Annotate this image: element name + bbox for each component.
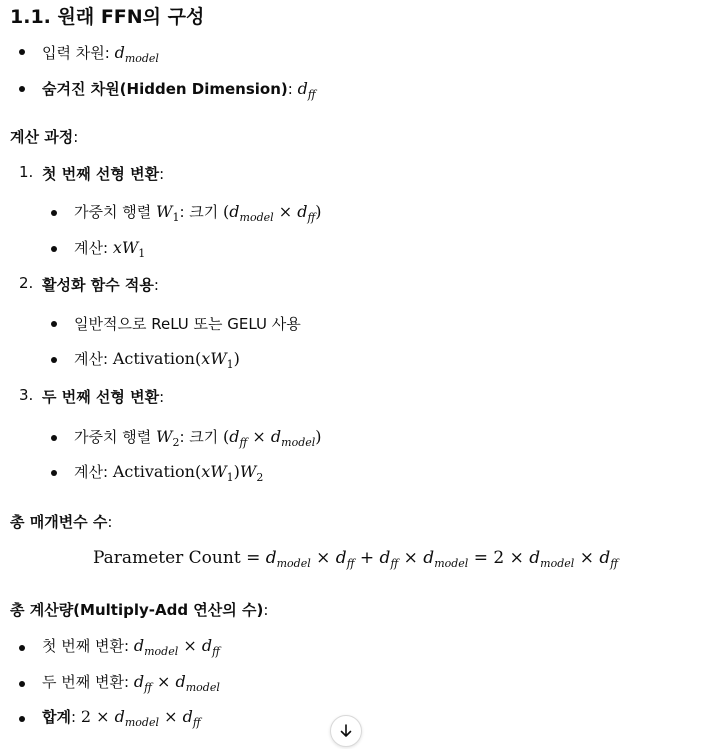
ops-item-total: 합계: $2 \times d_{model} \times d_{ff}$: [42, 707, 201, 729]
bullet-dot: [51, 470, 57, 476]
step-title-3: 두 번째 선형 변환:: [42, 388, 165, 406]
ops-item-first: 첫 번째 변환: $d_{model} \times d_{ff}$: [42, 636, 220, 658]
step-number: 3.: [19, 386, 34, 404]
step1-calc: 계산: $xW_1$: [74, 238, 146, 260]
math-d-ff: $d_{ff}$: [297, 79, 316, 101]
ops-item-second: 두 번째 변환: $d_{ff} \times d_{model}$: [42, 672, 220, 694]
math-d-model: $d_{model}$: [114, 43, 159, 65]
bullet-dot: [19, 681, 25, 687]
bullet-dot: [19, 645, 25, 651]
step2-note: 일반적으로 ReLU 또는 GELU 사용: [74, 315, 301, 333]
math-W1: $W_1$: [156, 202, 180, 224]
step-number: 1.: [19, 163, 34, 181]
dim-item-input: 입력 차원: $d_{model}$: [42, 43, 159, 65]
step-number: 2.: [19, 274, 34, 292]
bullet-dot: [19, 49, 25, 55]
dim-item-hidden: 숨겨진 차원(Hidden Dimension): $d_{ff}$: [42, 79, 316, 101]
bullet-dot: [19, 86, 25, 92]
math-size: $(d_{ff} \times d_{model})$: [223, 427, 322, 449]
process-title: 계산 과정:: [10, 128, 79, 146]
arrow-down-icon: [338, 723, 354, 739]
bullet-dot: [51, 435, 57, 441]
step1-weight: 가중치 행렬 $W_1$: 크기 $(d_{model} \times d_{ff})$: [74, 202, 322, 224]
step3-weight: 가중치 행렬 $W_2$: 크기 $(d_{ff} \times d_{model})$: [74, 427, 322, 449]
bullet-dot: [51, 246, 57, 252]
step2-calc: 계산: $Activation(xW_1)$: [74, 349, 240, 371]
section-heading: 1.1. 원래 FFN의 구성: [10, 6, 205, 28]
math-W2: $W_2$: [156, 427, 180, 449]
bullet-dot: [51, 210, 57, 216]
step-title-2: 활성화 함수 적용:: [42, 276, 159, 294]
params-title: 총 매개변수 수:: [10, 513, 113, 531]
math-activation: $Activation(xW_1)$: [112, 349, 240, 371]
scroll-to-bottom-button[interactable]: [330, 715, 362, 747]
parameter-count-formula: Parameter Count = $d_{model} \times d_{ff} + d_{ff} \times d_{model} = 2 \times d_{model} \times d_{ff}$: [93, 548, 619, 570]
bullet-dot: [51, 357, 57, 363]
bullet-dot: [51, 321, 57, 327]
math-xW1: $xW_1$: [112, 238, 146, 260]
math-size: $(d_{model} \times d_{ff})$: [223, 202, 322, 224]
bullet-dot: [19, 716, 25, 722]
ops-title: 총 계산량(Multiply-Add 연산의 수):: [10, 601, 269, 619]
math-activation: $Activation(xW_1)W_2$: [112, 462, 264, 484]
step-title-1: 첫 번째 선형 변환:: [42, 165, 165, 183]
step3-calc: 계산: $Activation(xW_1)W_2$: [74, 462, 264, 484]
